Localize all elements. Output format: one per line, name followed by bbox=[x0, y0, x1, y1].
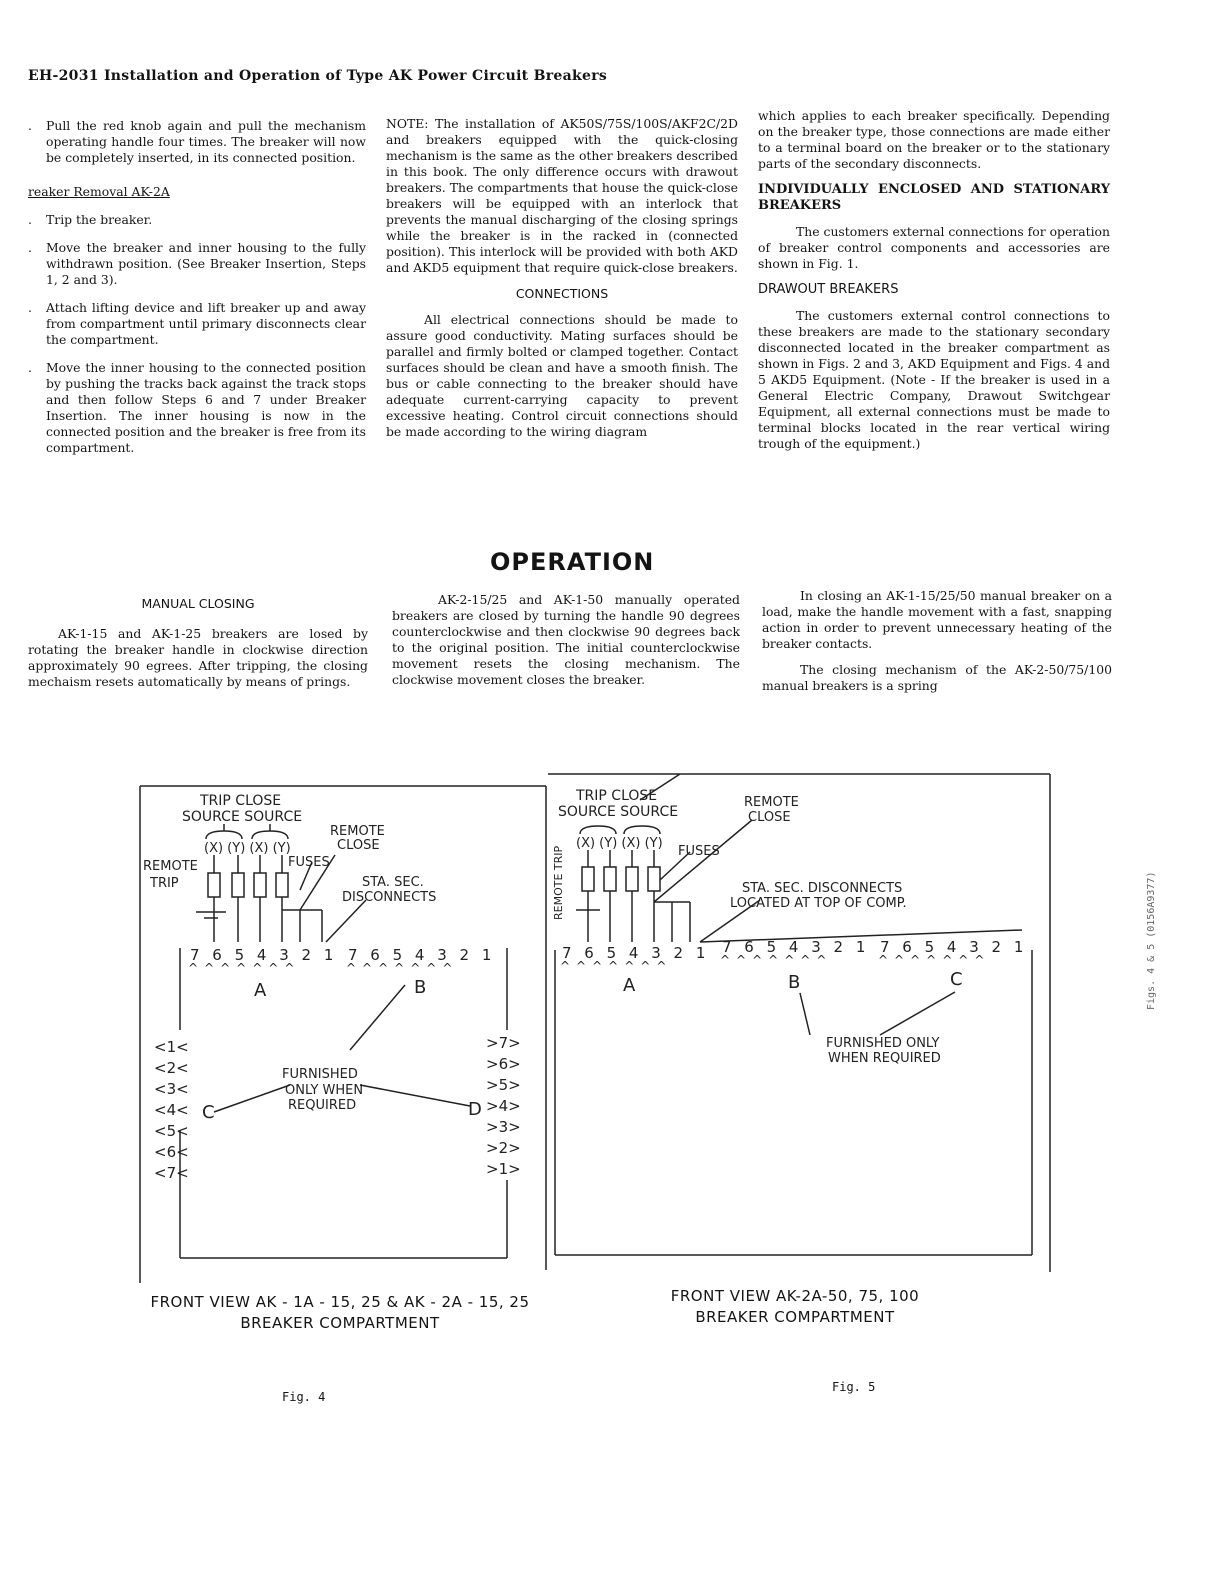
fig-4-fuses: FUSES bbox=[288, 855, 330, 870]
bullet: . bbox=[28, 118, 32, 133]
fig-5-letter-c: C bbox=[950, 969, 963, 990]
fig-5-trip-close: TRIP CLOSE bbox=[576, 788, 658, 804]
fig-4-remote-close-2: CLOSE bbox=[337, 838, 380, 853]
fig-4-sta-sec-2: DISCONNECTS bbox=[342, 890, 437, 905]
subheading-removal: reaker Removal AK-2A bbox=[28, 184, 170, 199]
manual-closing-para-3b: The closing mechanism of the AK-2-50/75/100 manual breakers is a spring bbox=[762, 662, 1112, 693]
removal-step-4: . Move the inner housing to the connected position by pushing the tracks back against the track stops and then follow Steps 6 and 7 under Breaker Insertion. The inner housing is now in the connected position and the breaker is free from its compartment. bbox=[28, 360, 366, 455]
fig-4-number: Fig. 4 bbox=[282, 1390, 326, 1404]
svg-text:^^^^^^^: ^^^^^^^ bbox=[188, 961, 301, 975]
fig-5-xy: (X) (Y) (X) (Y) bbox=[576, 836, 663, 851]
fig-4-nums-a: 7 6 5 4 3 2 1 bbox=[190, 946, 338, 964]
connections-paragraph: All electrical connections should be made to assure good conductivity. Mating surfaces should be parallel and firmly bolted or clamped together. Contact surfaces should be clean and have a smooth finish. The bus or cable connecting to the breaker should have adequate current-carrying capacity to prevent excessive heating. Control circuit connections should be made according to the wiring diagram bbox=[386, 312, 738, 439]
removal-step-2: . Move the breaker and inner housing to the fully withdrawn position. (See Breaker Insertion, Steps 1, 2 and 3). bbox=[28, 240, 366, 287]
fig-5-source-source: SOURCE SOURCE bbox=[558, 804, 679, 820]
fig-4-remote: REMOTE bbox=[143, 859, 198, 874]
fig-4-nums-b: 7 6 5 4 3 2 1 bbox=[348, 946, 496, 964]
fig-4-trip-close: TRIP CLOSE bbox=[200, 793, 282, 809]
removal-step-3: . Attach lifting device and lift breaker up and away from compartment until primary disconnects clear the compartment. bbox=[28, 300, 366, 347]
svg-text:^^^^^^^: ^^^^^^^ bbox=[560, 959, 673, 973]
fig-4-furnished-1: FURNISHED bbox=[282, 1067, 358, 1082]
svg-text:^^^^^^^: ^^^^^^^ bbox=[878, 953, 991, 967]
fig-4-sta-sec-1: STA. SEC. bbox=[362, 875, 424, 890]
svg-text:^^^^^^^: ^^^^^^^ bbox=[346, 961, 459, 975]
section-title-operation: OPERATION bbox=[490, 548, 655, 576]
svg-text:>7>: >7> bbox=[486, 1034, 521, 1052]
fig-4-trip: TRIP bbox=[150, 876, 179, 891]
fig-5-letter-b: B bbox=[788, 972, 801, 993]
fig-5-remote-close-1: REMOTE bbox=[744, 795, 799, 810]
page-header: EH-2031 Installation and Operation of Type AK Power Circuit Breakers bbox=[28, 68, 608, 84]
removal-step-1: . Trip the breaker. bbox=[28, 212, 153, 227]
svg-text:<4<: <4< bbox=[154, 1101, 189, 1119]
svg-text:>6>: >6> bbox=[486, 1055, 521, 1073]
fig-5-letter-a: A bbox=[623, 975, 636, 996]
svg-text:>3>: >3> bbox=[486, 1118, 521, 1136]
connections-heading: CONNECTIONS bbox=[515, 286, 609, 301]
fig-4-remote-close-1: REMOTE bbox=[330, 824, 385, 839]
fig-4-right-terminals bbox=[486, 1034, 521, 1178]
fig-4-letter-b: B bbox=[414, 977, 427, 998]
step-text: Pull the red knob again and pull the mechanism operating handle four times. The breaker will now be completely inserted, in its connected position. bbox=[46, 118, 366, 165]
fig-5-number: Fig. 5 bbox=[832, 1380, 876, 1394]
svg-text:<1<: <1< bbox=[154, 1038, 189, 1056]
svg-text:<6<: <6< bbox=[154, 1143, 189, 1161]
manual-closing-heading: MANUAL CLOSING bbox=[141, 596, 255, 611]
svg-text:<7<: <7< bbox=[154, 1164, 189, 1182]
heading-drawout: DRAWOUT BREAKERS bbox=[758, 282, 899, 297]
fig-5-fuses: FUSES bbox=[678, 844, 720, 859]
fig-4-xy: (X) (Y) (X) (Y) bbox=[204, 841, 291, 856]
fig-5-nums-c: 7 6 5 4 3 2 1 bbox=[880, 938, 1028, 956]
fig-5-furnished-1: FURNISHED ONLY bbox=[826, 1036, 940, 1051]
svg-text:^^^^^^^: ^^^^^^^ bbox=[720, 953, 833, 967]
fig-5-nums-a: 7 6 5 4 3 2 1 bbox=[562, 944, 710, 962]
fig-5-remote-trip: REMOTE TRIP bbox=[552, 845, 565, 920]
svg-text:>1>: >1> bbox=[486, 1160, 521, 1178]
manual-closing-para-1: AK-1-15 and AK-1-25 breakers are losed by rotating the breaker handle in clockwise direction approximately 90 egrees. After tripping, the closing mechaism resets automatically by means of prings. bbox=[28, 626, 368, 689]
svg-text:<5<: <5< bbox=[154, 1122, 189, 1140]
fig-4-letter-a: A bbox=[254, 980, 267, 1001]
fig-5-furnished-2: WHEN REQUIRED bbox=[828, 1051, 941, 1066]
svg-text:<3<: <3< bbox=[154, 1080, 189, 1098]
fig-4-labels bbox=[143, 793, 495, 1123]
note-paragraph: NOTE: The installation of AK50S/75S/100S/AKF2C/2D and breakers equipped with the quick-closing mechanism is the same as the other breakers described in this book. The only difference occurs with drawout breakers. The compartments that house the quick-close breakers will be equipped with an interlock that prevents the manual discharging of the closing springs while the breaker is in the racked in (connected position). This interlock will be provided with both AKD and AKD5 equipment that require quick-close breakers. bbox=[386, 116, 738, 275]
svg-text:<2<: <2< bbox=[154, 1059, 189, 1077]
heading-individually-enclosed: INDIVIDUALLY ENCLOSED AND STATIONARY BREAKERS bbox=[758, 182, 1110, 213]
fig-4-letter-c: C bbox=[202, 1102, 215, 1123]
paragraph-drawout: The customers external control connections to these breakers are made to the stationary secondary disconnected located in the breaker compartment as shown in Figs. 2 and 3, AKD Equipment and Figs. 4 and 5 AKD5 Equipment. (Note - If the breaker is used in a General Electric Company, Drawout Switchgear Equipment, all external connections must be made to terminal blocks located in the rear vertical wiring trough of the equipment.) bbox=[758, 308, 1110, 451]
svg-text:>4>: >4> bbox=[486, 1097, 521, 1115]
fig-5-remote-close-2: CLOSE bbox=[748, 810, 791, 825]
fig-5-sta-sec-1: STA. SEC. DISCONNECTS bbox=[742, 881, 903, 896]
fig-4-source-source: SOURCE SOURCE bbox=[182, 809, 303, 825]
manual-closing-para-2: AK-2-15/25 and AK-1-50 manually operated breakers are closed by turning the handle 90 degrees counterclockwise and then clockwise 90 degrees back to the original position. The initial counterclockwise movement resets the closing mechanism. The clockwise movement closes the breaker. bbox=[392, 592, 740, 687]
column-3-continuation: which applies to each breaker specifically. Depending on the breaker type, those connections are made either to a terminal board on the breaker or to the stationary parts of the secondary disconnects. bbox=[758, 108, 1110, 171]
fig-4-caption: FRONT VIEW AK - 1A - 15, 25 & AK - 2A - 15, 25 BREAKER COMPARTMENT bbox=[150, 1293, 530, 1332]
fig-5-labels bbox=[552, 788, 1027, 1066]
fig-4-furnished-3: REQUIRED bbox=[288, 1098, 357, 1113]
fig-5-nums-b: 7 6 5 4 3 2 1 bbox=[722, 938, 870, 956]
fig-5-sta-sec-2: LOCATED AT TOP OF COMP. bbox=[730, 896, 907, 911]
fig-4-letter-d: D bbox=[468, 1099, 482, 1120]
fig-5-caption: FRONT VIEW AK-2A-50, 75, 100 BREAKER COMPARTMENT bbox=[670, 1287, 920, 1326]
svg-text:>5>: >5> bbox=[486, 1076, 521, 1094]
fig-4-left-terminals bbox=[154, 1038, 189, 1182]
manual-closing-para-3a: In closing an AK-1-15/25/50 manual breaker on a load, make the handle movement with a fast, snapping action in order to prevent unnecessary heating of the breaker contacts. bbox=[762, 588, 1112, 651]
fig-4-furnished-2: ONLY WHEN bbox=[285, 1083, 364, 1098]
svg-text:>2>: >2> bbox=[486, 1139, 521, 1157]
side-margin-note: Figs. 4 & 5 (0156A9377) bbox=[1146, 871, 1157, 1010]
paragraph-individually-enclosed: The customers external connections for operation of breaker control components and accessories are shown in Fig. 1. bbox=[758, 224, 1110, 271]
